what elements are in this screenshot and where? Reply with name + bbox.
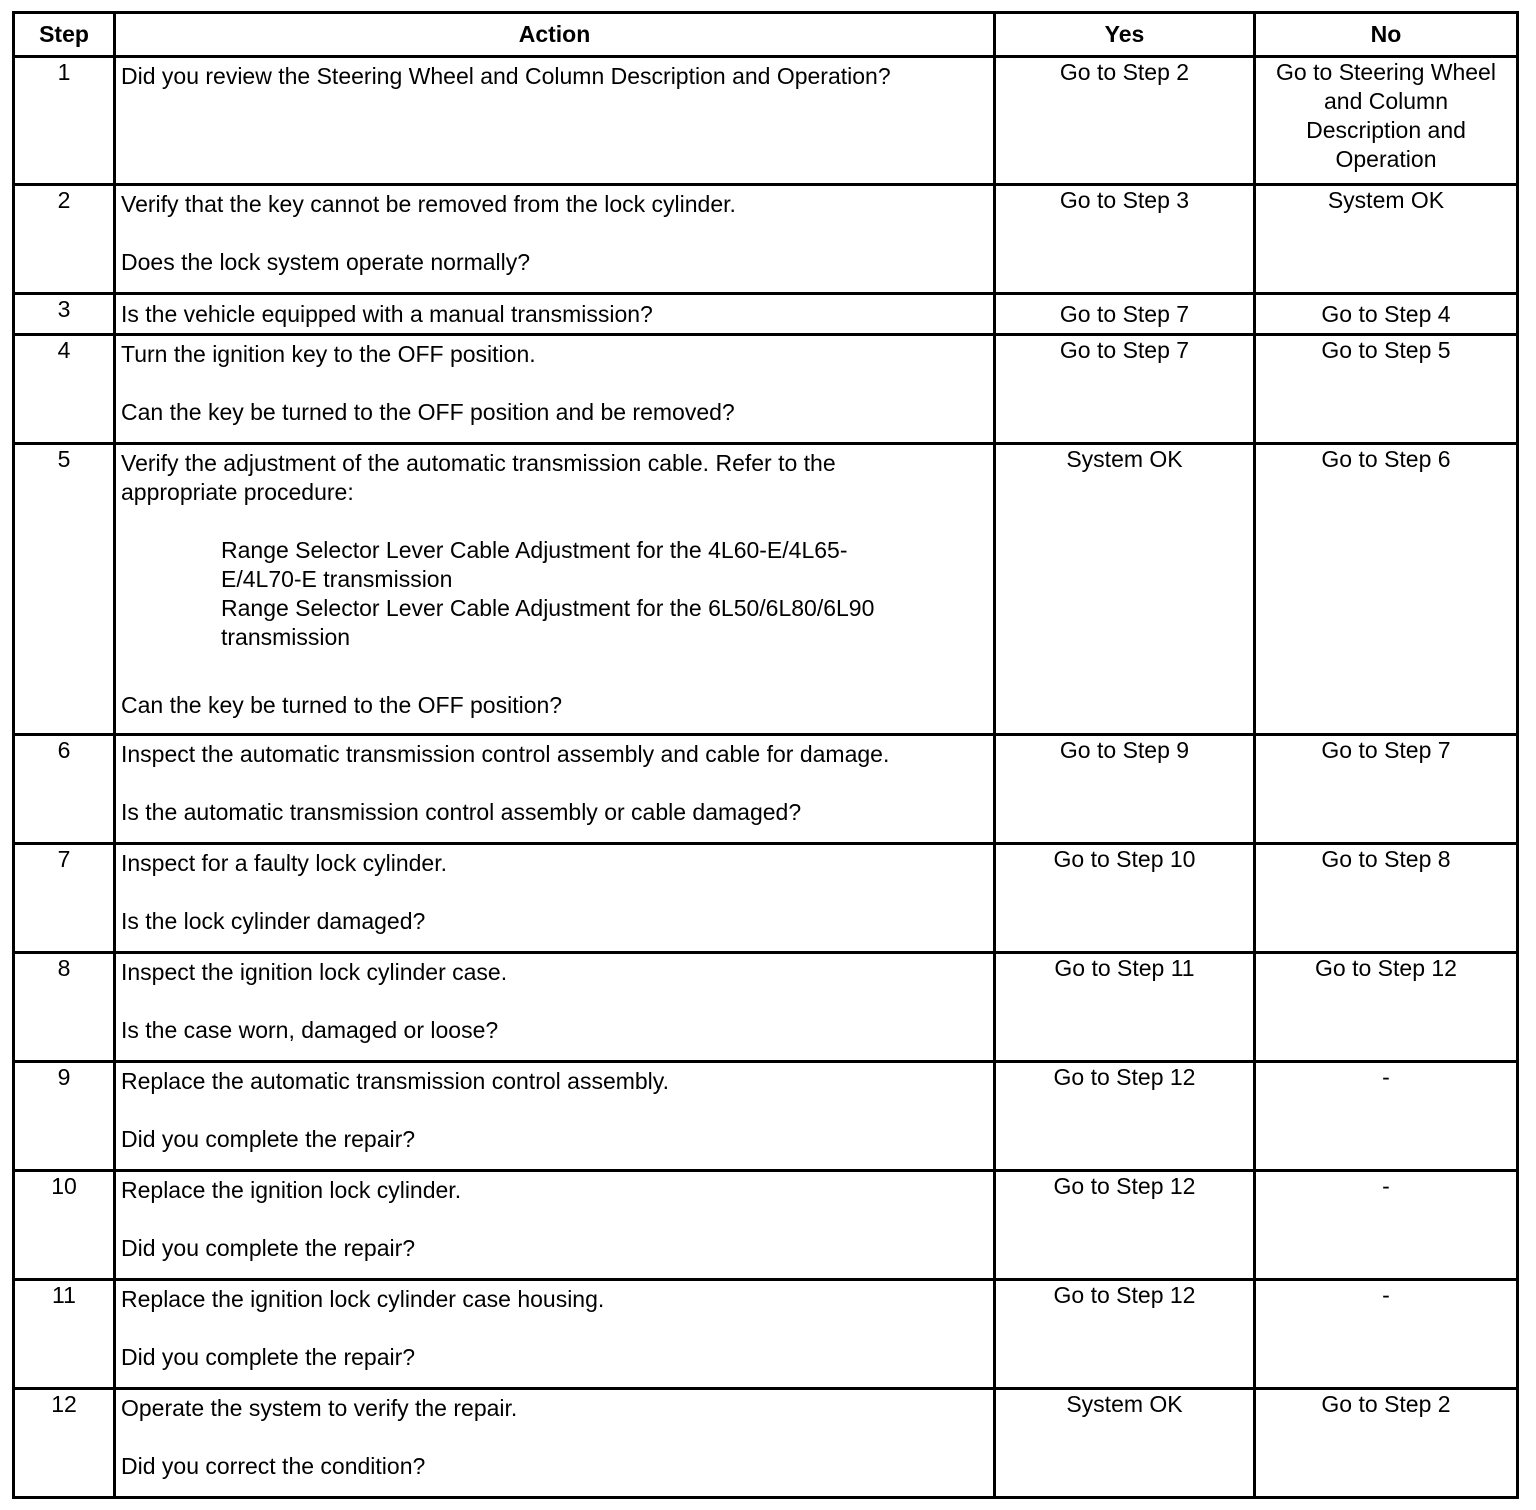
yes-cell: Go to Step 11 xyxy=(995,953,1255,1062)
no-cell: Go to Step 5 xyxy=(1255,335,1518,444)
action-cell xyxy=(115,335,995,444)
no-cell: Go to Step 8 xyxy=(1255,844,1518,953)
header-yes: Yes xyxy=(995,13,1255,57)
step-number: 7 xyxy=(14,844,115,953)
action-cell xyxy=(115,953,995,1062)
action-cell xyxy=(115,1389,995,1498)
procedure-link[interactable]: Range Selector Lever Cable Adjustment for the 4L60-E/4L65-E/4L70-E transmission xyxy=(221,537,848,592)
step-number: 11 xyxy=(14,1280,115,1389)
yes-cell: Go to Step 7 xyxy=(995,335,1255,444)
step-number: 12 xyxy=(14,1389,115,1498)
action-cell xyxy=(115,844,995,953)
action-cell xyxy=(115,1062,995,1171)
action-cell xyxy=(115,185,995,294)
action-cell xyxy=(115,1171,995,1280)
no-cell: Go to Step 6 xyxy=(1255,444,1518,735)
action-cell xyxy=(115,735,995,844)
yes-cell: Go to Step 7 xyxy=(995,294,1255,335)
header-row xyxy=(14,13,1518,57)
yes-cell: Go to Step 12 xyxy=(995,1062,1255,1171)
step-number: 2 xyxy=(14,185,115,294)
no-cell: Go to Step 2 xyxy=(1255,1389,1518,1498)
no-line: and Column xyxy=(1323,88,1449,114)
no-line: Operation xyxy=(1335,146,1437,172)
action-text: Replace the automatic transmission control assembly. xyxy=(121,1068,669,1094)
action-text: Turn the ignition key to the OFF position. xyxy=(121,341,536,367)
action-cell xyxy=(115,1280,995,1389)
question-text: Did you complete the repair? xyxy=(121,1235,416,1261)
table-row xyxy=(14,953,1518,1062)
no-cell: - xyxy=(1255,1280,1518,1389)
action-text: Inspect the automatic transmission control assembly and cable for damage. xyxy=(121,741,890,767)
action-text: Verify the adjustment of the automatic transmission cable. Refer to the appropriate procedure: xyxy=(121,450,836,505)
table-row xyxy=(14,1389,1518,1498)
table-row xyxy=(14,185,1518,294)
question-text: Is the automatic transmission control assembly or cable damaged? xyxy=(121,799,802,825)
procedure-link[interactable]: Range Selector Lever Cable Adjustment for the 6L50/6L80/6L90 transmission xyxy=(221,595,875,650)
question-text: Did you correct the condition? xyxy=(121,1453,426,1479)
header-step: Step xyxy=(14,13,115,57)
question-text: Does the lock system operate normally? xyxy=(121,249,531,275)
table-row xyxy=(14,735,1518,844)
step-number: 9 xyxy=(14,1062,115,1171)
no-cell: - xyxy=(1255,1171,1518,1280)
no-cell xyxy=(1255,57,1518,185)
question-text: Did you complete the repair? xyxy=(121,1344,416,1370)
question-text: Can the key be turned to the OFF position and be removed? xyxy=(121,399,735,425)
action-text: Replace the ignition lock cylinder case housing. xyxy=(121,1286,605,1312)
table-row xyxy=(14,1280,1518,1389)
no-cell: System OK xyxy=(1255,185,1518,294)
question-text: Did you complete the repair? xyxy=(121,1126,416,1152)
yes-cell: Go to Step 12 xyxy=(995,1171,1255,1280)
action-text: Did you review the Steering Wheel and Column Description and Operation? xyxy=(121,63,891,89)
yes-cell: Go to Step 2 xyxy=(995,57,1255,185)
no-cell: Go to Step 7 xyxy=(1255,735,1518,844)
question-text: Is the case worn, damaged or loose? xyxy=(121,1017,499,1043)
step-number: 1 xyxy=(14,57,115,185)
yes-cell: Go to Step 9 xyxy=(995,735,1255,844)
diagnostic-table xyxy=(12,11,1519,1499)
action-cell xyxy=(115,57,995,185)
yes-cell: Go to Step 3 xyxy=(995,185,1255,294)
table-row xyxy=(14,57,1518,185)
table-row xyxy=(14,1062,1518,1171)
action-text: Operate the system to verify the repair. xyxy=(121,1395,518,1421)
step-number: 3 xyxy=(14,294,115,335)
no-cell: - xyxy=(1255,1062,1518,1171)
action-cell xyxy=(115,444,995,735)
action-text: Inspect for a faulty lock cylinder. xyxy=(121,850,447,876)
table-row xyxy=(14,335,1518,444)
no-cell: Go to Step 4 xyxy=(1255,294,1518,335)
no-cell: Go to Step 12 xyxy=(1255,953,1518,1062)
action-cell xyxy=(115,294,995,335)
step-number: 4 xyxy=(14,335,115,444)
header-action: Action xyxy=(115,13,995,57)
question-text: Can the key be turned to the OFF position? xyxy=(121,692,563,718)
step-number: 8 xyxy=(14,953,115,1062)
yes-cell: Go to Step 12 xyxy=(995,1280,1255,1389)
no-line: Go to Steering Wheel xyxy=(1276,59,1496,85)
action-text: Inspect the ignition lock cylinder case. xyxy=(121,959,508,985)
header-no: No xyxy=(1255,13,1518,57)
action-text: Verify that the key cannot be removed from the lock cylinder. xyxy=(121,191,736,217)
action-text: Is the vehicle equipped with a manual transmission? xyxy=(121,300,653,327)
table-row xyxy=(14,294,1518,335)
yes-cell: Go to Step 10 xyxy=(995,844,1255,953)
yes-cell: System OK xyxy=(995,444,1255,735)
table-row xyxy=(14,444,1518,735)
question-text: Is the lock cylinder damaged? xyxy=(121,908,426,934)
no-line: Description and xyxy=(1306,117,1466,143)
yes-cell: System OK xyxy=(995,1389,1255,1498)
table-row xyxy=(14,1171,1518,1280)
table-row xyxy=(14,844,1518,953)
step-number: 10 xyxy=(14,1171,115,1280)
step-number: 5 xyxy=(14,444,115,735)
action-text: Replace the ignition lock cylinder. xyxy=(121,1177,462,1203)
step-number: 6 xyxy=(14,735,115,844)
